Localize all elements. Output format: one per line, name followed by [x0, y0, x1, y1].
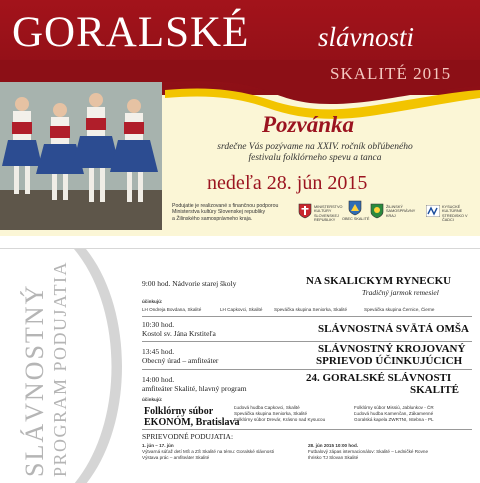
ministry-caption: MINISTERSTVO KULTÚRY SLOVENSKEJ REPUBLIKY	[314, 205, 343, 223]
b5-label: SPRIEVODNÉ PODUJATIA:	[142, 432, 234, 441]
b5-left-line: Výstava prác – amfiteáter Skalité	[142, 455, 210, 460]
b5-right-date: 28. jún 2015 10:00 hod.	[308, 443, 359, 448]
b1-performer: LH Capkovci, Skalité	[220, 307, 263, 312]
b1-performer: Speváčka skupina Seniorka, Skalité	[274, 307, 348, 312]
skalite-logo	[342, 200, 368, 224]
b3-title-2: SPRIEVOD ÚČINKUJÚCICH	[316, 355, 463, 367]
dancers-illustration	[0, 82, 162, 230]
invitation-text	[190, 142, 440, 164]
b1-performer: Speváčka skupina Černice, Čierne	[364, 307, 435, 312]
ministry-logo	[298, 200, 343, 224]
b5-right-line: Ihrisko TJ Slovan Skalité	[308, 455, 359, 460]
sponsor-logos	[298, 200, 476, 224]
support-text	[172, 203, 297, 222]
divider	[142, 429, 472, 430]
support-line: a Žilinského samosprávneho kraja.	[172, 215, 253, 222]
side-arc-decoration	[64, 249, 124, 483]
ministry-crest-icon	[298, 203, 312, 219]
b3-time: 13:45 hod.	[142, 347, 175, 356]
side-subtitle: PROGRAM PODUJATIA	[50, 260, 70, 477]
b4-place: amfiteáter Skalité, hlavný program	[142, 384, 247, 393]
b1-performer: LH Ondreja Bovdana, Skalité	[142, 307, 202, 312]
support-line: Podujatie je realizované s finančnou podporou	[172, 203, 279, 209]
b4-performer: Ľudová hudba Capkovci, Skalité	[234, 405, 300, 410]
b5-left-date: 1. jún – 17. jún	[142, 443, 174, 448]
skalite-crest-icon	[348, 200, 362, 216]
b4-perf-label: účinkujú:	[142, 397, 163, 402]
divider	[142, 341, 472, 342]
b4-performer: Folklórny súbor Missiú, Jablunkov - ČR	[354, 405, 434, 410]
b3-place: Obecný úrad – amfiteáter	[142, 356, 219, 365]
invitation-card	[0, 0, 480, 236]
b2-title: SLÁVNOSTNÁ SVÄTÁ OMŠA	[318, 323, 469, 335]
zilina-crest-icon	[370, 203, 384, 219]
support-line: Ministerstva kultúry Slovenskej republiky	[172, 209, 266, 216]
program-card	[0, 248, 480, 483]
b5-left-line: Výtvarná súťaž detí MŠ a ZŠ Skalité na tému: Goralské slávnosti	[142, 449, 274, 454]
invitation-line: festivalu folklórneho spevu a tanca	[248, 153, 382, 163]
b2-place: Kostol sv. Jána Krstiteľa	[142, 329, 216, 338]
divider	[142, 369, 472, 370]
divider	[142, 316, 472, 317]
b1-title: NA SKALICKYM RYNECKU	[306, 275, 452, 287]
b3-title-1: SLÁVNOSTNÝ KROJOVANÝ	[318, 343, 466, 355]
invitation-heading: Pozvánka	[262, 112, 354, 137]
event-date: nedeľa 28. jún 2015	[207, 172, 368, 194]
b4-time: 14:00 hod.	[142, 375, 175, 384]
b2-time: 10:30 hod.	[142, 320, 175, 329]
b1-subtitle: Tradičný jarmok remesiel	[362, 288, 439, 297]
skalite-caption: OBEC SKALITÉ	[342, 217, 370, 221]
b1-time: 9:00 hod. Nádvorie starej školy	[142, 279, 237, 288]
b4-ensemble-1: Folklórny súbor	[144, 406, 214, 417]
side-title: SLÁVNOSTNÝ	[20, 283, 49, 477]
b4-ensemble-2: EKONÓM, Bratislava	[144, 417, 240, 428]
festival-subtitle: SKALITÉ 2015	[330, 64, 452, 83]
zilina-caption: ŽILINSKÝ SAMOSPRÁVNY KRAJ	[386, 205, 416, 218]
b4-performer: Goralská kapela ZWRTNI, Istebna - PL	[354, 417, 434, 422]
b4-performer: Speváčka skupina Seniorka, Skalité	[234, 411, 308, 416]
b5-right-line: Futbalový zápas internacionálov: Skalité – Ledničké Rovne	[308, 449, 429, 454]
zilina-logo	[370, 200, 422, 224]
invitation-line: srdečne Vás pozývame na XXIV. ročník obľúbeného	[217, 142, 413, 152]
b4-title-2: SKALITÉ	[410, 384, 459, 396]
b4-performer: Ľudová hudba Kamenčan, Zákamenné	[354, 411, 434, 416]
kysuce-mark-icon	[426, 205, 440, 217]
dancers-photo	[0, 82, 162, 230]
b4-performer: Folklórny súbor Drevár, Krásno nad Kysucou	[234, 417, 326, 422]
kysuce-caption: KYSUCKÉ KULTÚRNE STREDISKO V ČADCI	[442, 205, 468, 223]
festival-title: GORALSKÉ	[12, 9, 250, 56]
b1-perf-label: účinkujú:	[142, 299, 163, 304]
kysuce-logo	[426, 200, 476, 224]
festival-title-script: slávnosti	[318, 22, 415, 52]
b4-title-1: 24. GORALSKÉ SLÁVNOSTI	[306, 372, 452, 384]
